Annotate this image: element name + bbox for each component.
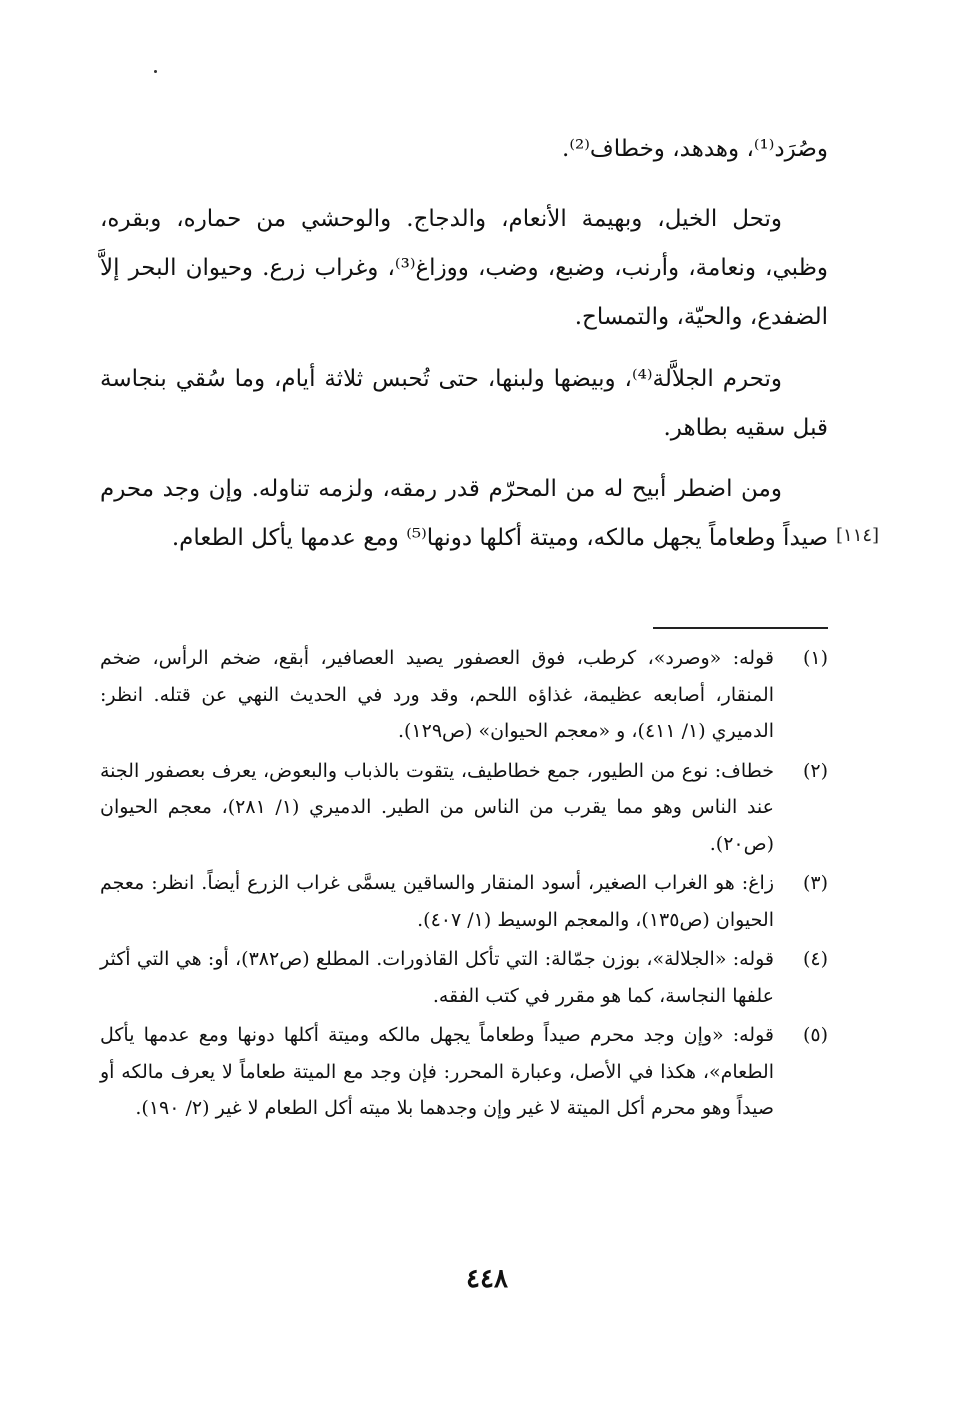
- footnote: [100, 1017, 828, 1127]
- footnote: [100, 640, 828, 750]
- footnotes: [100, 640, 828, 1130]
- body-paragraph-2: وتحل الخيل، وبهيمة الأنعام، والدجاج. والوحشي من حماره، وبقره، وظبي، ونعامة، وأرنب، وضبع، وضب، ووزاغ⁽³⁾، وغراب زرع. وحيوان البحر إلاَّ الضفدع، والحيّة، والتمساح.: [100, 206, 828, 330]
- footnote-number: (٤): [802, 948, 828, 970]
- stray-dot: [154, 70, 157, 73]
- footnote-text: قوله: «وصرد»، كرطب، فوق العصفور يصيد العصافير، أبقع، ضخم الرأس، ضخم المنقار، أصابعه عظيمة، غذاؤه اللحم، وقد ورد في الحديث النهي عن قتله. انظر: الدميري (١/ ٤١١)، و «معجم الحيوان» (ص١٢٩).: [100, 647, 774, 742]
- footnote-text: زاغ: هو الغراب الصغير، أسود المنقار والساقين يسمَّى غراب الزرع أيضاً. انظر: معجم الحيوان (ص١٣٥)، والمعجم الوسيط (١/ ٤٠٧).: [100, 872, 774, 931]
- body-paragraph-4: ومن اضطر أبيح له من المحرّم قدر رمقه، ولزمه تناوله. وإن وجد محرم صيداً وطعاماً يجهل مالكه، وميتة أكلها دونها⁽⁵⁾ ومع عدمها يأكل الطعام.: [100, 476, 828, 551]
- page-number: ٤٤٨: [466, 1264, 508, 1294]
- footnote-text: قوله: «الجلالة»، بوزن جمّالة: التي تأكل القاذورات. المطلع (ص٣٨٢)، أو: هي التي أكثر علفها النجاسة، كما هو مقرر في كتب الفقه.: [100, 948, 775, 1007]
- footnote: [100, 941, 828, 1014]
- body-paragraph-3: وتحرم الجلاَّلة⁽⁴⁾، وبيضها ولبنها، حتى تُحبس ثلاثة أيام، وما سُقي بنجاسة قبل سقيه بطاهر.: [100, 366, 828, 441]
- footnote-number: (٢): [802, 759, 828, 782]
- footnote-number: (٥): [802, 1024, 828, 1046]
- footnote: [100, 865, 828, 938]
- margin-section-number: [١١٤]: [836, 525, 880, 546]
- body-paragraph-1: وصُرَد⁽¹⁾، وهدهد، وخطاف⁽²⁾.: [562, 136, 828, 162]
- footnote-number: (١): [802, 647, 828, 669]
- footnote-text: قوله: «وإن وجد محرم صيداً وطعاماً يجهل مالكه وميتة أكلها دونها ومع عدمها يأكل الطعام»، هكذا في الأصل، وعبارة المحرر: فإن وجد مع الميتة طعاماً لا يعرف مالكه أو صيداً وهو محرم أكل الميتة لا غير وإن وجدهما بلا ميته أكل الطعام لا غير (٢/ ١٩٠).: [100, 1024, 774, 1119]
- footnote-text: خطاف: نوع من الطيور، جمع خطاطيف، يتقوت بالذباب والبعوض، يعرف بعصفور الجنة عند الناس وهو مما يقرب من الناس من الطير. الدميري (١/ ٢٨١)، معجم الحيوان (ص٢٠).: [100, 759, 774, 855]
- footnote: [100, 753, 828, 863]
- footnote-separator: [653, 627, 828, 629]
- footnote-number: (٣): [802, 872, 828, 894]
